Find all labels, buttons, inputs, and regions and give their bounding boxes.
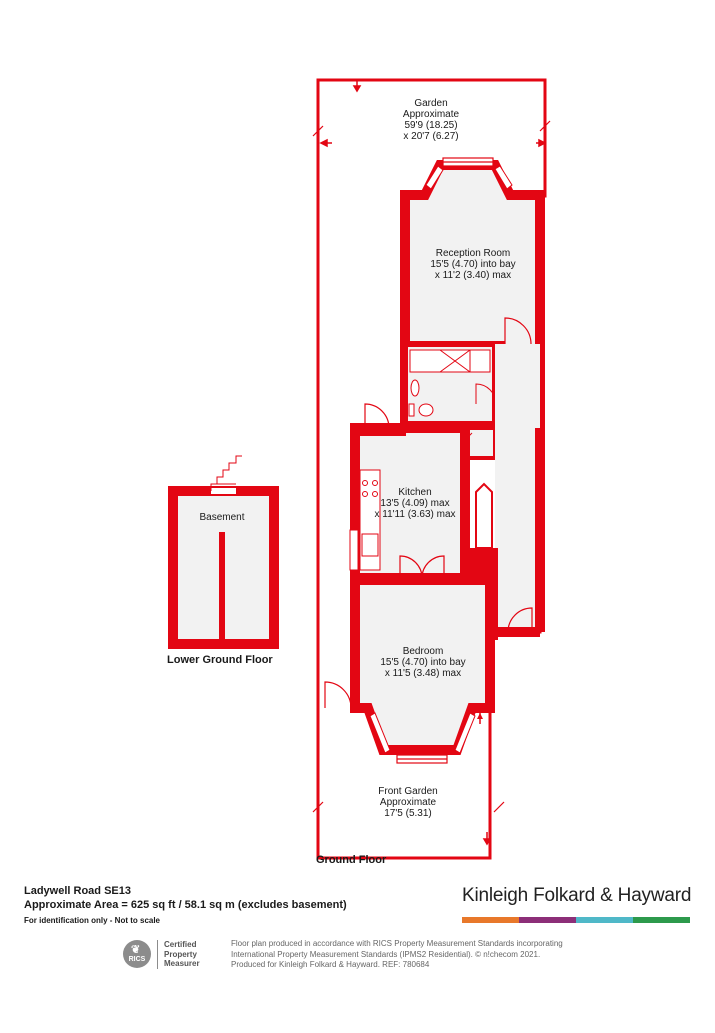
certified-line: Certified <box>164 940 197 949</box>
approximate-area: Approximate Area = 625 sq ft / 58.1 sq m (excludes basement) <box>24 899 347 911</box>
property-address: Ladywell Road SE13 <box>24 885 131 897</box>
identification-note: For identification only - Not to scale <box>24 916 161 925</box>
brand-stripe-teal <box>576 917 633 923</box>
basement <box>173 456 274 644</box>
ground-floor-label: Ground Floor <box>316 854 387 866</box>
property-line: Property <box>164 949 197 959</box>
front-garden-label: Front Garden Approximate 17'5 (5.31) <box>378 786 438 819</box>
brand-stripe-orange <box>462 917 519 923</box>
brand-stripe-purple <box>519 917 576 923</box>
measurer-line: Measurer <box>164 959 200 968</box>
basement-label: Basement <box>199 512 245 523</box>
disclaimer <box>231 939 611 971</box>
garden-label: Garden Approximate 59'9 (18.25) x 20'7 (6.27) <box>402 98 460 142</box>
brand-name: Kinleigh Folkard & Hayward <box>462 885 692 906</box>
disclaimer-line-1: Floor plan produced in accordance with RICS Property Measurement Standards incorporating <box>231 939 563 948</box>
bedroom-label: Bedroom 15'5 (4.70) into bay x 11'5 (3.48) max <box>380 646 466 679</box>
rics-emblem-icon: ❦ <box>131 944 141 956</box>
certified-measurer <box>157 940 200 969</box>
disclaimer-line-3: Produced for Kinleigh Folkard & Hayward. REF: 780684 <box>231 960 430 969</box>
kitchen-label: Kitchen 13'5 (4.09) max x 11'11 (3.63) max <box>374 487 456 520</box>
lower-ground-floor-label: Lower Ground Floor <box>167 654 273 666</box>
bathroom <box>405 344 496 424</box>
disclaimer-line-2: International Property Measurement Standards (IPMS2 Residential). © n!checom 2021. <box>231 949 541 959</box>
reception-label: Reception Room 15'5 (4.70) into bay x 11'2 (3.40) max <box>430 248 516 281</box>
rics-logo-text: RICS <box>128 956 146 963</box>
brand-stripe-green <box>633 917 690 923</box>
